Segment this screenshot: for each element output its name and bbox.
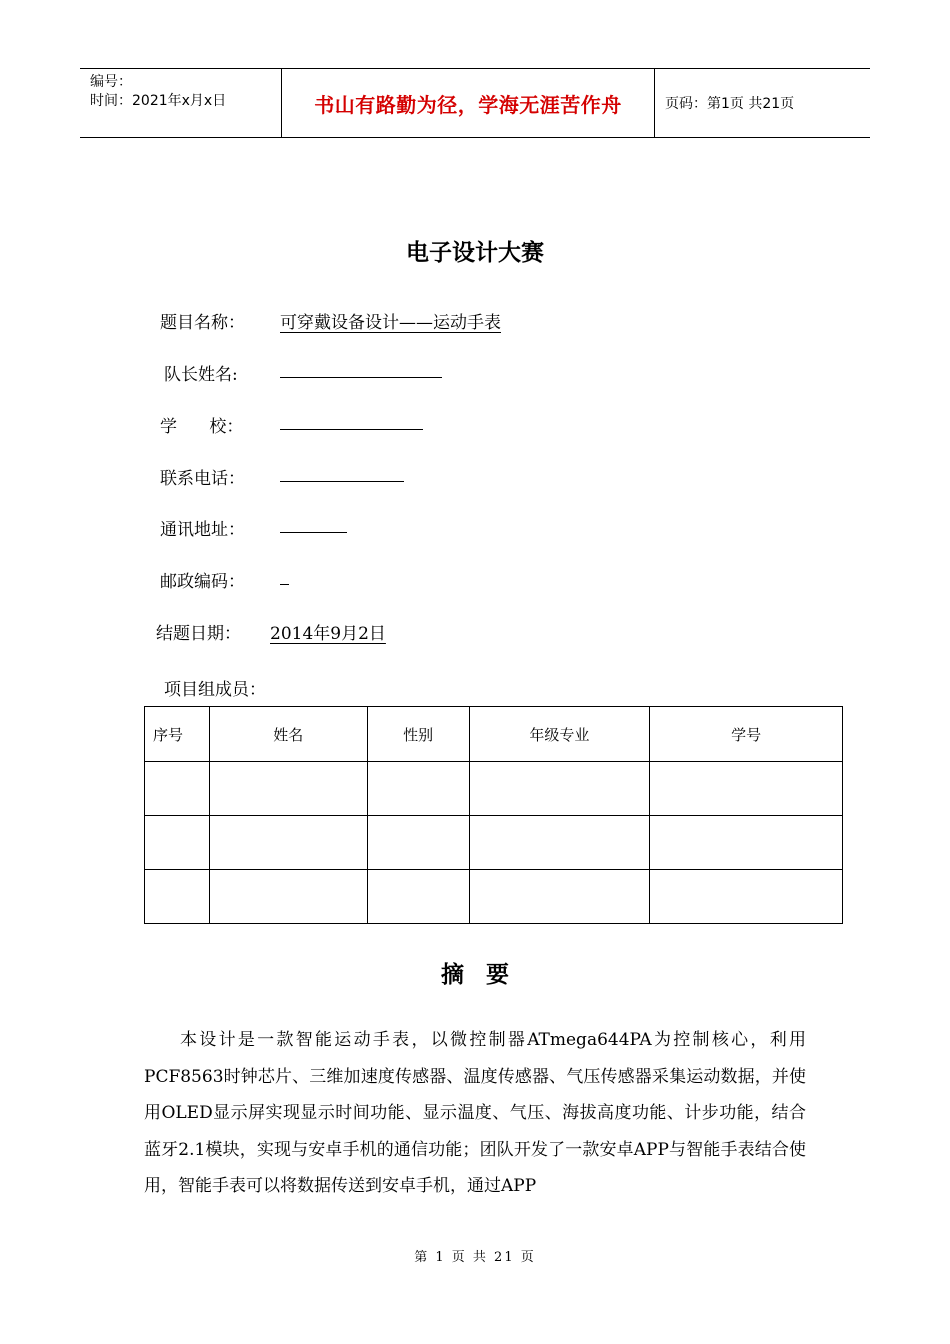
header-code: 编号： [90,74,132,90]
abstract-title: 摘要 [441,961,531,988]
captain-blank-line [280,377,442,378]
table-cell [367,816,469,870]
address-label: 通讯地址： [160,520,245,540]
postcode-label: 邮政编码： [160,572,245,592]
header-left-cell [80,69,282,137]
date-value: 2014年9月2日 [270,624,386,644]
document-title: 电子设计大赛 [406,239,544,266]
school-blank-line [280,429,423,430]
table-cell [367,762,469,816]
postcode-blank-line [280,584,289,585]
table-row [145,762,843,816]
table-cell [145,816,210,870]
table-cell [209,762,367,816]
phone-blank-line [280,481,404,482]
table-cell [469,762,650,816]
members-label: 项目组成员： [164,680,266,700]
table-cell [145,762,210,816]
table-cell [209,816,367,870]
table-row [145,816,843,870]
table-cell [209,870,367,924]
captain-label: 队长姓名: [164,365,238,385]
phone-label: 联系电话： [160,469,245,489]
table-cell [650,762,843,816]
address-blank-line [280,532,347,533]
date-label: 结题日期： [156,624,241,644]
table-cell [469,816,650,870]
topic-label: 题目名称： [160,313,245,333]
header-page-info: 页码：第1页 共21页 [665,96,795,112]
page-header [80,68,870,138]
table-cell [469,870,650,924]
abstract-paragraph: 本设计是一款智能运动手表，以微控制器ATmega644PA为控制核心，利用PCF8563时钟芯片、三维加速度传感器、温度传感器、气压传感器采集运动数据，并使用OLED显示屏实现显示时间功能、显示温度、气压、海拔高度功能、计步功能，结合蓝牙2.1模块，实现与安卓手机的通信功能；团队开发了一款安卓APP与智能手表结合使用，智能手表可以将数据传送到安卓手机，通过APP [144,1030,806,1196]
table-cell [145,870,210,924]
header-motto-cell [282,69,655,137]
header-major: 年级专业 [469,707,650,762]
members-table [144,706,843,924]
header-student-id: 学号 [650,707,843,762]
table-cell [367,870,469,924]
table-row [145,870,843,924]
header-motto: 书山有路勤为径，学海无涯苦作舟 [314,92,622,117]
header-gender: 性别 [367,707,469,762]
header-time: 时间：2021年x月x日 [90,93,227,109]
topic-value: 可穿戴设备设计——运动手表 [280,313,501,333]
page-footer: 第 1 页 共 21 页 [414,1250,536,1265]
header-name: 姓名 [209,707,367,762]
school-label: 学 校： [160,417,244,437]
table-cell [650,816,843,870]
table-cell [650,870,843,924]
table-header-row [145,707,843,762]
header-index: 序号 [145,707,210,762]
